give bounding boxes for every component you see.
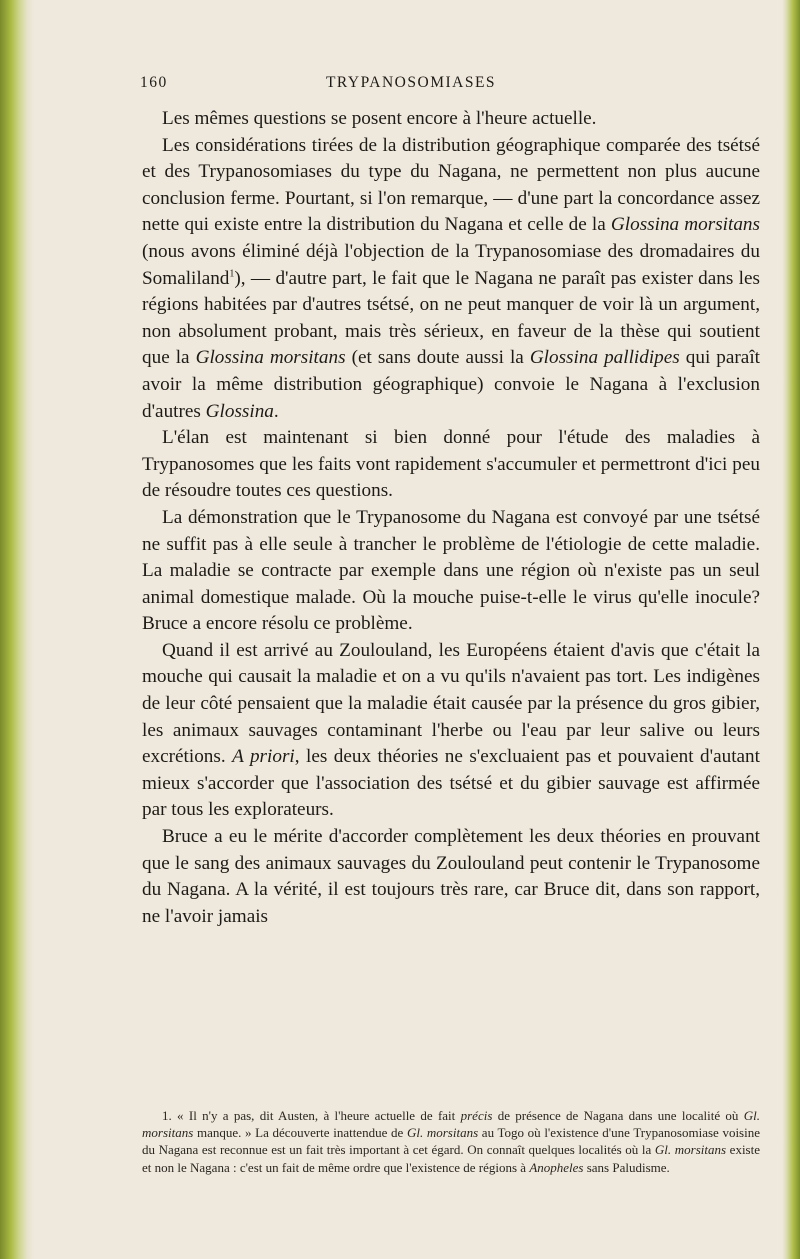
page-edge-right: [782, 0, 800, 1259]
footnote-species-1: Gl. morsitans: [142, 1108, 760, 1141]
page-number: 160: [140, 74, 168, 91]
a-priori-italic: A priori: [232, 746, 295, 768]
paragraph-2: [142, 133, 760, 426]
paragraph-5-text-b: , les deux théories ne s'excluaient pas et pouvaient d'autant mieux s'accorder que l'association des tsétsé et du gibier sauvage est affirmée par tous les explorateurs.: [142, 746, 760, 821]
paragraph-3: [142, 425, 760, 505]
paragraph-4: [142, 505, 760, 638]
paragraph-6: [142, 824, 760, 930]
footnote-text-d: au Togo où l'existence d'une Trypanosomiase voisine du Nagana est reconnue est un fait très important à cet égard. On connaît quelques localités où la: [142, 1125, 761, 1158]
species-glossina-morsitans-2: Glossina morsitans: [195, 347, 346, 369]
paragraph-4-text: La démonstration que le Trypanosome du Nagana est convoyé par une tsétsé ne suffit pas à elle seule à trancher le problème de l'étiologie de cette maladie. La maladie se contracte par exemple dans une région où n'existe pas un seul animal domestique malade. Où la mouche puise-t-elle le virus qu'elle inocule? Bruce a encore résolu ce problème.: [142, 506, 760, 635]
paragraph-2-text-b: (nous avons éliminé déjà l'objection de la Trypanosomiase des dromadaires du Somaliland: [142, 240, 760, 289]
species-glossina-morsitans: Glossina morsitans: [610, 214, 760, 236]
book-page: [40, 0, 782, 1259]
paragraph-1: [142, 106, 760, 133]
paragraph-2-text-d: (et sans doute aussi la: [345, 347, 530, 369]
genus-glossina: Glossina: [205, 400, 274, 422]
footnote-text-b: de présence de Nagana dans une localité où: [492, 1108, 744, 1123]
footnote-species-3: Gl. morsitans: [654, 1142, 727, 1158]
paragraph-5: [142, 638, 760, 824]
footnote-text-f: sans Paludisme.: [583, 1159, 670, 1175]
footnote-anopheles: Anopheles: [529, 1159, 584, 1175]
paragraph-2-text-f: .: [273, 400, 279, 422]
footnote-marker: 1: [229, 268, 235, 280]
paragraph-2-text-e: qui paraît avoir la même distribution géographique) convoie le Nagana à l'exclusion d'autres: [142, 347, 760, 422]
paragraph-1-text: Les mêmes questions se posent encore à l'heure actuelle.: [162, 108, 597, 129]
running-title: TRYPANOSOMIASES: [325, 74, 497, 91]
footnote-text-c: manque. » La découverte inattendue de: [193, 1125, 407, 1141]
footnote-text-a: 1. « Il n'y a pas, dit Austen, à l'heure actuelle de fait: [162, 1108, 461, 1123]
running-head: [40, 74, 782, 98]
footnote-species-2: Gl. morsitans: [406, 1125, 479, 1141]
paragraph-6-text: Bruce a eu le mérite d'accorder complètement les deux théories en prouvant que le sang des animaux sauvages du Zoulouland peut contenir le Trypanosome du Nagana. A la vérité, il est toujours très rare, car Bruce dit, dans son rapport, ne l'avoir jamais: [142, 826, 760, 927]
paragraph-5-text-a: Quand il est arrivé au Zoulouland, les Européens étaient d'avis que c'était la mouche qui causait la maladie et on a vu qu'ils n'avaient pas tort. Les indigènes de leur côté pensaient que la maladie était causée par la présence du gros gibier, les animaux sauvages contaminant l'herbe ou l'eau par leur salive ou leurs excrétions.: [142, 639, 760, 768]
species-glossina-pallidipes: Glossina pallidipes: [529, 347, 680, 369]
body-text: [142, 106, 760, 930]
paragraph-2-text-c: ), — d'autre part, le fait que le Nagana ne paraît pas exister dans les régions habitées par d'autres tsétsé, on ne peut manquer de voir là un argument, non absolument probant, mais très sérieux, en faveur de la thèse qui soutient que la: [142, 267, 760, 369]
paragraph-3-text: L'élan est maintenant si bien donné pour l'étude des maladies à Trypanosomes que les faits vont rapidement s'accumuler et permettront d'ici peu de résoudre toutes ces questions.: [142, 427, 760, 502]
paragraph-2-text-a: Les considérations tirées de la distribution géographique comparée des tsétsé et des Trypanosomiases du type du Nagana, ne permettent non plus aucune conclusion ferme. Pourtant, si l'on remarque, — d'une part la concordance assez nette qui existe entre la distribution du Nagana et celle de la: [142, 134, 760, 236]
footnote-text-e: existe et non le Nagana : c'est un fait de même ordre que l'existence de régions à: [142, 1142, 760, 1175]
footnotes: [142, 1107, 760, 1176]
footnote-1: [142, 1107, 760, 1176]
page-edge-left: [0, 0, 34, 1259]
footnote-precis: précis: [460, 1108, 493, 1123]
